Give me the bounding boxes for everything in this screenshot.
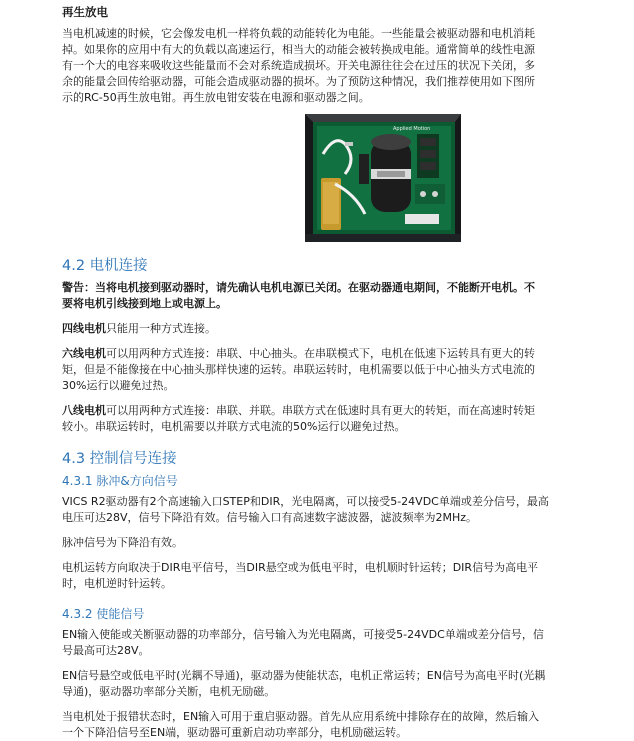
rc50-regen-clamp-photo bbox=[305, 114, 461, 242]
enable-paragraph-3 bbox=[62, 709, 582, 741]
enable-paragraph-1 bbox=[62, 627, 582, 659]
motor-warning bbox=[62, 280, 582, 312]
regen-paragraph bbox=[62, 26, 582, 106]
regen-heading: 再生放电 bbox=[62, 5, 108, 19]
eight-wire-line-1: 可以用两种方式连接：串联、并联。串联方式在低速时具有更大的转矩，而在高速时转矩 bbox=[106, 404, 535, 417]
eight-wire-line-2: 较小。串联运转时，电机需要以并联方式电流的50%运行以避免过热。 bbox=[62, 420, 406, 433]
four-wire-label: 四线电机 bbox=[62, 322, 106, 335]
regen-line-4: 余的能量会回传给驱动器，可能会造成驱动器的损坏。为了预防这种情况，我们推荐使用如下图所 bbox=[62, 75, 535, 88]
section-4-3-2-heading: 4.3.2 使能信号 bbox=[62, 607, 145, 621]
pulse-p1-line-2: 电压可达28V，信号下降沿有效。信号输入口有高速数字滤波器，滤波频率为2MHz。 bbox=[62, 511, 478, 524]
section-4-2-heading: 4.2 电机连接 bbox=[62, 258, 148, 274]
six-wire-line-3: 30%运行以避免过热。 bbox=[62, 379, 175, 392]
pulse-paragraph-1 bbox=[62, 494, 582, 526]
enable-p3-line-1: 当电机处于报错状态时，EN输入可用于重启驱动器。首先从应用系统中排除存在的故障，然后输入 bbox=[62, 710, 540, 723]
regen-line-3: 有一个大的电容来吸收这些能量而不会对系统造成损坏。开关电源往往会在过压的状况下关闭，多 bbox=[62, 59, 535, 72]
pulse-p1-line-1: VICS R2驱动器有2个高速输入口STEP和DIR，光电隔离，可以接受5-24VDC单端或差分信号，最高 bbox=[62, 495, 549, 508]
enable-p2-line-1: EN信号悬空或低电平时(光耦不导通)，驱动器为使能状态，电机正常运转；EN信号为高电平时(光耦 bbox=[62, 669, 546, 682]
eight-wire-paragraph bbox=[62, 403, 582, 435]
eight-wire-label: 八线电机 bbox=[62, 404, 106, 417]
document-page bbox=[62, 4, 582, 741]
pulse-paragraph-2: 脉冲信号为下降沿有效。 bbox=[62, 536, 183, 549]
pulse-p3-line-2: 时，电机逆时针运转。 bbox=[62, 577, 172, 590]
enable-p1-line-2: 号最高可达28V。 bbox=[62, 644, 150, 657]
six-wire-line-2: 矩，但是不能像接在中心抽头那样快速的运转。串联运转时，电机需要以低于中心抽头方式电流的 bbox=[62, 363, 535, 376]
four-wire-text: 只能用一种方式连接。 bbox=[106, 322, 216, 335]
warning-line-1: 警告：当将电机接到驱动器时，请先确认电机电源已关闭。在驱动器通电期间，不能断开电机。不 bbox=[62, 281, 535, 294]
section-4-3-1-heading: 4.3.1 脉冲&方向信号 bbox=[62, 474, 178, 488]
pulse-p3-line-1: 电机运转方向取决于DIR电平信号，当DIR悬空或为低电平时，电机顺时针运转；DIR信号为高电平 bbox=[62, 561, 539, 574]
six-wire-label: 六线电机 bbox=[62, 347, 106, 360]
regen-line-1: 当电机减速的时候，它会像发电机一样将负载的动能转化为电能。一些能量会被驱动器和电机消耗 bbox=[62, 27, 535, 40]
enable-p2-line-2: 导通)，驱动器功率部分关断，电机无励磁。 bbox=[62, 685, 276, 698]
board-label: Applied Motion bbox=[393, 126, 431, 132]
regen-line-5: 示的RC-50再生放电钳。再生放电钳安装在电源和驱动器之间。 bbox=[62, 91, 370, 104]
six-wire-line-1: 可以用两种方式连接：串联、中心抽头。在串联模式下，电机在低速下运转具有更大的转 bbox=[106, 347, 535, 360]
six-wire-paragraph bbox=[62, 346, 582, 394]
warning-line-2: 要将电机引线接到地上或电源上。 bbox=[62, 297, 227, 310]
regen-line-2: 掉。如果你的应用中有大的负载以高速运行，相当大的动能会被转换成电能。通常简单的线性电源 bbox=[62, 43, 535, 56]
four-wire-paragraph bbox=[62, 321, 582, 337]
enable-paragraph-2 bbox=[62, 668, 582, 700]
enable-p3-line-2: 一个下降沿信号至EN端，驱动器可重新启动功率部分，电机励磁运转。 bbox=[62, 726, 408, 739]
enable-p1-line-1: EN输入使能或关断驱动器的功率部分，信号输入为光电隔离，可接受5-24VDC单端或差分信号，信 bbox=[62, 628, 544, 641]
section-4-3-heading: 4.3 控制信号连接 bbox=[62, 451, 177, 467]
pulse-paragraph-3 bbox=[62, 560, 582, 592]
